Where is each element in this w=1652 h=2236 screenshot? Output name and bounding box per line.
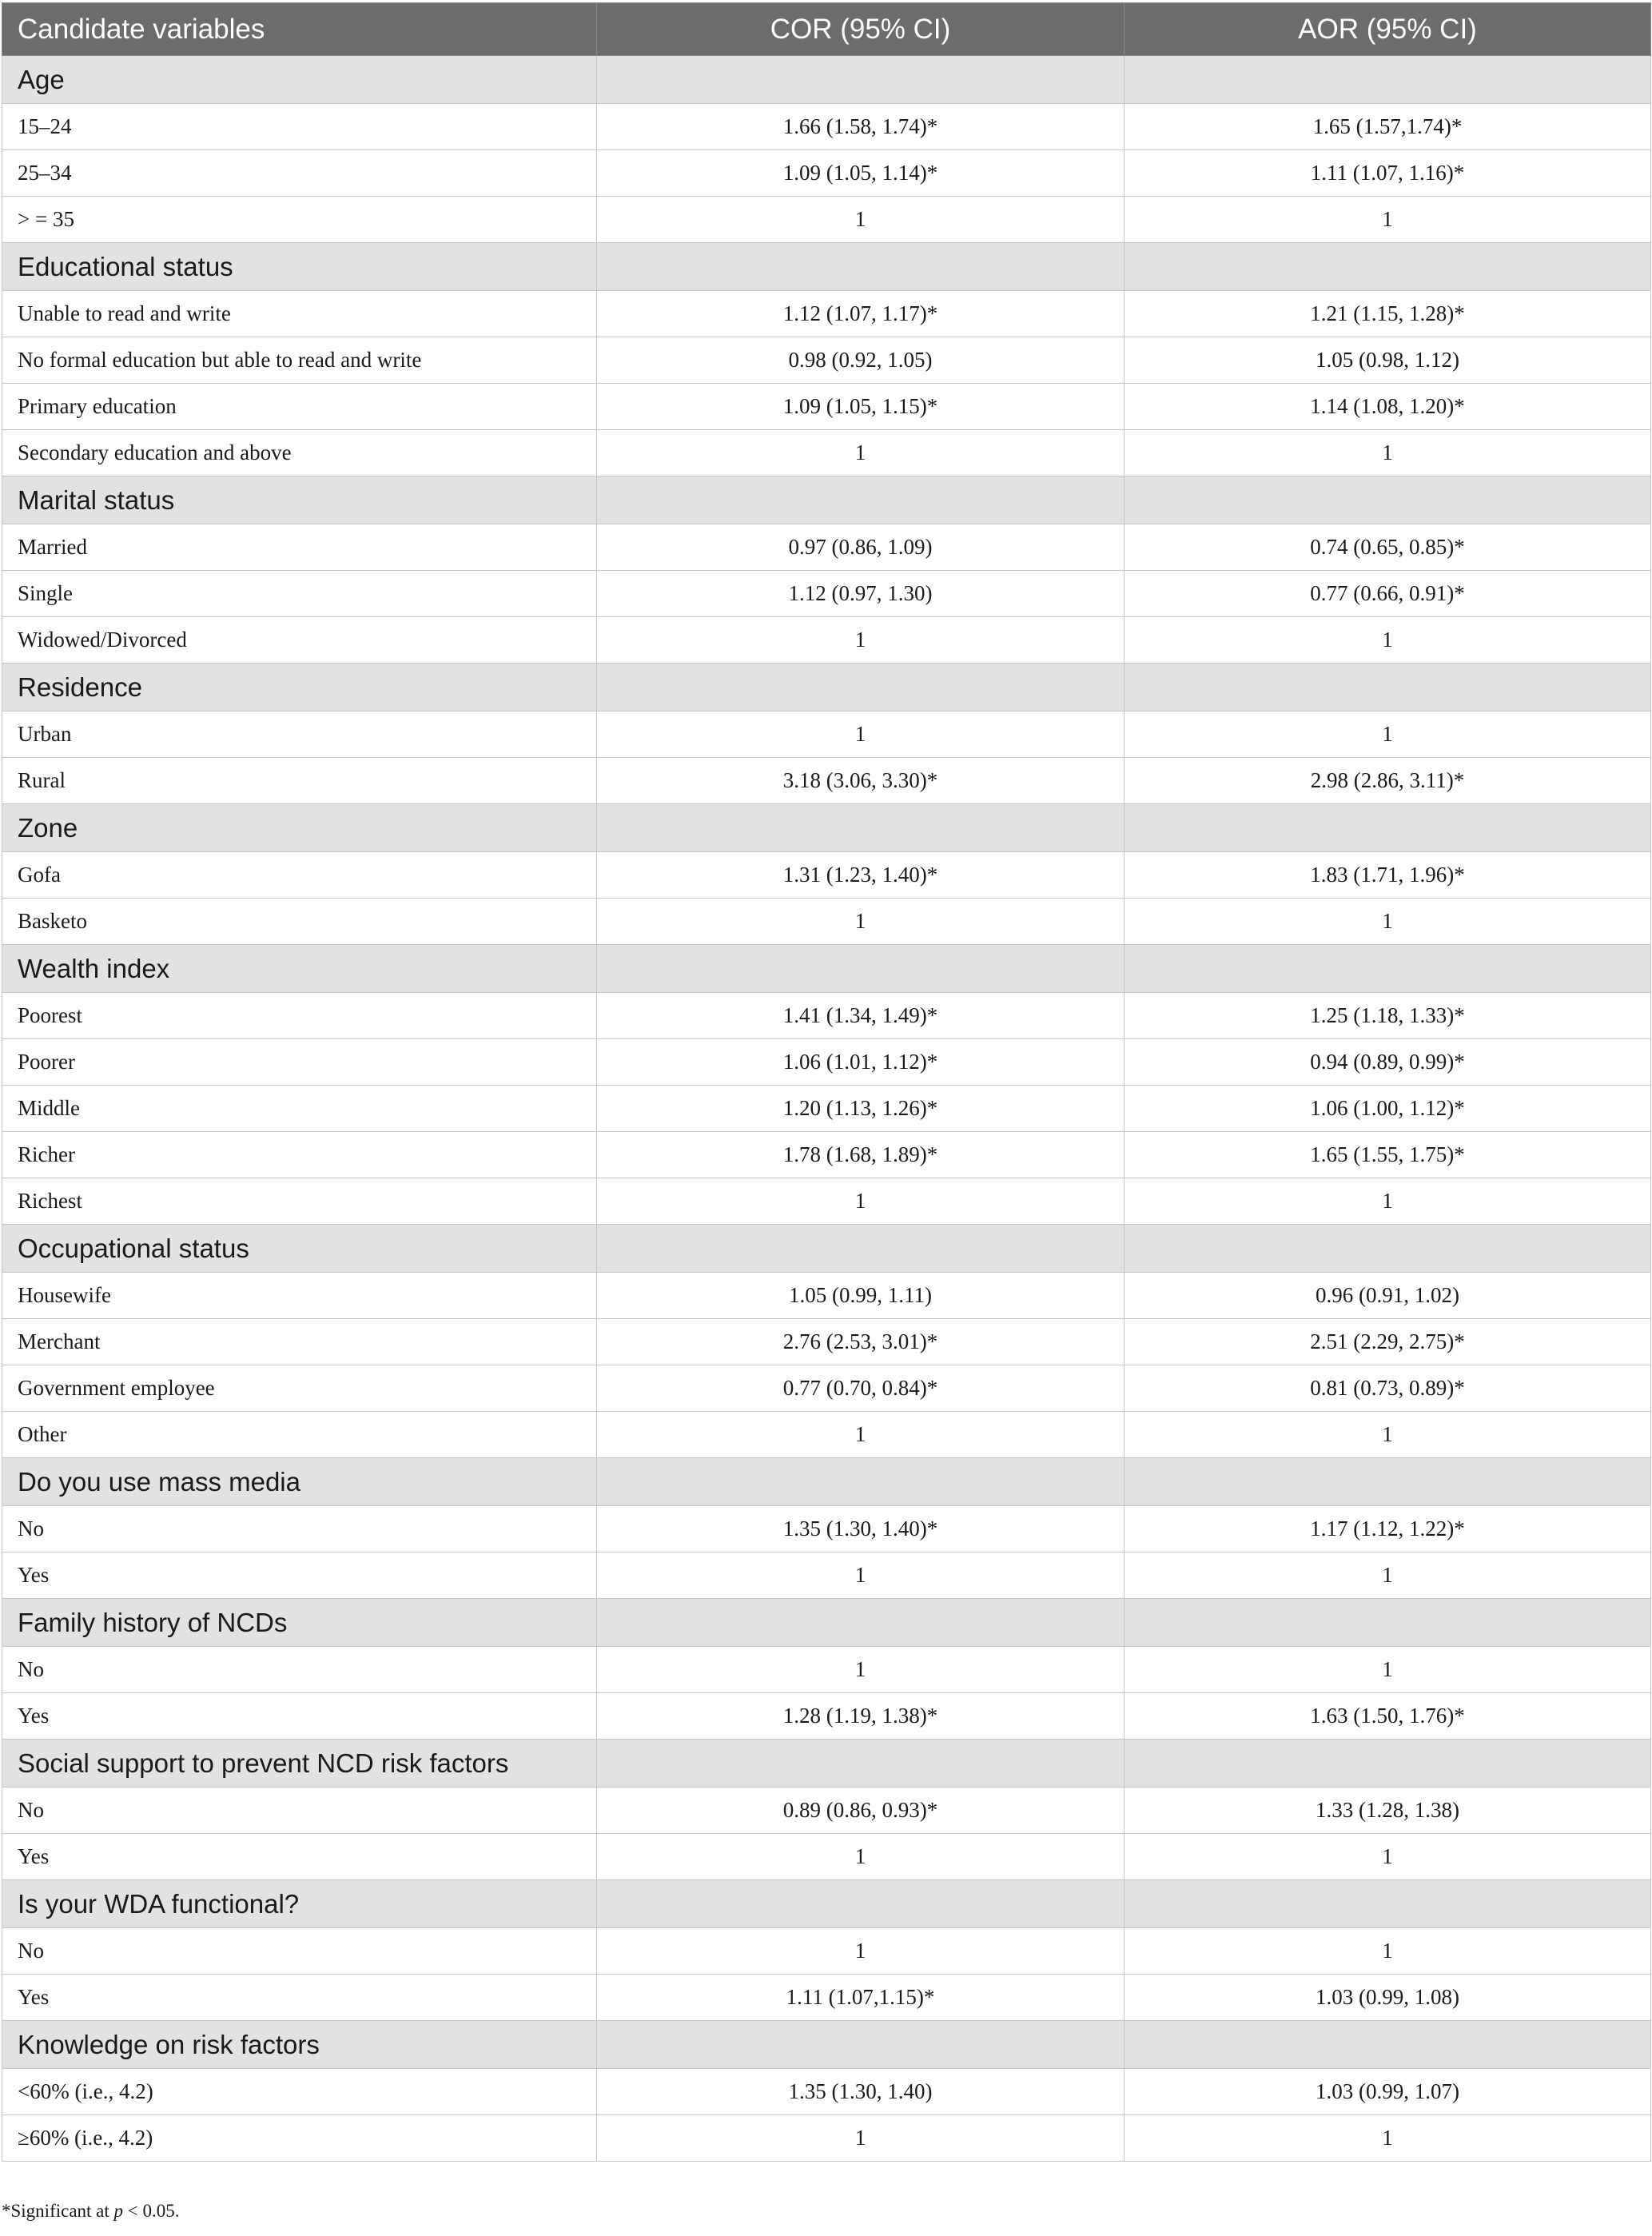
variable-label-cell: Secondary education and above [2,430,597,476]
section-empty-cell [1125,56,1651,104]
table-row [2,1928,1651,1975]
section-empty-cell [597,476,1125,524]
table-body [2,56,1651,2162]
aor-value-cell: 1 [1125,1928,1651,1975]
section-empty-cell [1125,2021,1651,2069]
variable-label-cell: Richest [2,1178,597,1225]
table-row [2,1506,1651,1552]
aor-value-cell: 1.65 (1.55, 1.75)* [1125,1132,1651,1178]
aor-value-cell: 0.74 (0.65, 0.85)* [1125,524,1651,571]
section-empty-cell [597,1458,1125,1506]
table-row [2,1132,1651,1178]
variable-label-cell: Yes [2,1552,597,1599]
aor-value-cell: 1 [1125,2115,1651,2162]
cor-value-cell: 0.89 (0.86, 0.93)* [597,1788,1125,1834]
aor-value-cell: 1.33 (1.28, 1.38) [1125,1788,1651,1834]
variable-label-cell: Rural [2,758,597,804]
aor-value-cell: 0.94 (0.89, 0.99)* [1125,1039,1651,1086]
aor-value-cell: 1 [1125,1834,1651,1880]
table-row [2,1693,1651,1740]
aor-value-cell: 0.77 (0.66, 0.91)* [1125,571,1651,617]
table-row [2,1834,1651,1880]
variable-label-cell: No [2,1506,597,1552]
section-header-row [2,664,1651,711]
variable-label-cell: No [2,1788,597,1834]
cor-value-cell: 1 [597,617,1125,664]
section-title: Family history of NCDs [2,1599,597,1647]
table-row [2,1647,1651,1693]
variable-label-cell: Yes [2,1834,597,1880]
table-row [2,291,1651,337]
cor-value-cell: 1.12 (0.97, 1.30) [597,571,1125,617]
section-empty-cell [597,2021,1125,2069]
table-row [2,571,1651,617]
aor-value-cell: 1 [1125,1552,1651,1599]
table-row [2,1039,1651,1086]
section-empty-cell [1125,945,1651,993]
table-row [2,1412,1651,1458]
cor-value-cell: 1.05 (0.99, 1.11) [597,1273,1125,1319]
cor-value-cell: 1.11 (1.07,1.15)* [597,1975,1125,2021]
aor-value-cell: 1.14 (1.08, 1.20)* [1125,384,1651,430]
section-header-row [2,1599,1651,1647]
aor-value-cell: 2.51 (2.29, 2.75)* [1125,1319,1651,1365]
cor-value-cell: 1.20 (1.13, 1.26)* [597,1086,1125,1132]
table-row [2,711,1651,758]
section-title: Educational status [2,243,597,291]
variable-label-cell: Single [2,571,597,617]
table-row [2,337,1651,384]
aor-value-cell: 1 [1125,197,1651,243]
variable-label-cell: No [2,1647,597,1693]
cor-value-cell: 1.28 (1.19, 1.38)* [597,1693,1125,1740]
aor-value-cell: 1.06 (1.00, 1.12)* [1125,1086,1651,1132]
section-empty-cell [1125,1225,1651,1273]
section-empty-cell [1125,664,1651,711]
footnote-prefix: *Significant at [2,2201,114,2221]
aor-value-cell: 1 [1125,1412,1651,1458]
variable-label-cell: Middle [2,1086,597,1132]
aor-value-cell: 1 [1125,1647,1651,1693]
section-header-row [2,1740,1651,1788]
table-row [2,993,1651,1039]
table-row [2,1788,1651,1834]
variable-label-cell: Married [2,524,597,571]
section-header-row [2,1458,1651,1506]
section-empty-cell [597,1740,1125,1788]
cor-value-cell: 1 [597,2115,1125,2162]
section-title: Zone [2,804,597,852]
table-row [2,1086,1651,1132]
cor-value-cell: 3.18 (3.06, 3.30)* [597,758,1125,804]
aor-value-cell: 0.96 (0.91, 1.02) [1125,1273,1651,1319]
aor-value-cell: 1.65 (1.57,1.74)* [1125,104,1651,150]
cor-value-cell: 1 [597,1412,1125,1458]
aor-value-cell: 2.98 (2.86, 3.11)* [1125,758,1651,804]
aor-value-cell: 1.05 (0.98, 1.12) [1125,337,1651,384]
table-row [2,1178,1651,1225]
variable-label-cell: Poorest [2,993,597,1039]
variable-label-cell: Housewife [2,1273,597,1319]
variable-label-cell: Urban [2,711,597,758]
aor-value-cell: 0.81 (0.73, 0.89)* [1125,1365,1651,1412]
section-empty-cell [597,804,1125,852]
table-row [2,899,1651,945]
cor-value-cell: 1.41 (1.34, 1.49)* [597,993,1125,1039]
section-title: Is your WDA functional? [2,1880,597,1928]
section-header-row [2,56,1651,104]
section-title: Knowledge on risk factors [2,2021,597,2069]
aor-value-cell: 1.63 (1.50, 1.76)* [1125,1693,1651,1740]
section-title: Age [2,56,597,104]
section-header-row [2,476,1651,524]
section-empty-cell [1125,243,1651,291]
aor-value-cell: 1.03 (0.99, 1.08) [1125,1975,1651,2021]
table-row [2,617,1651,664]
cor-value-cell: 1 [597,1834,1125,1880]
variable-label-cell: Widowed/Divorced [2,617,597,664]
aor-value-cell: 1.25 (1.18, 1.33)* [1125,993,1651,1039]
regression-results-table [2,2,1651,2162]
aor-value-cell: 1 [1125,711,1651,758]
cor-value-cell: 2.76 (2.53, 3.01)* [597,1319,1125,1365]
cor-value-cell: 1.09 (1.05, 1.15)* [597,384,1125,430]
variable-label-cell: Poorer [2,1039,597,1086]
cor-value-cell: 1.35 (1.30, 1.40) [597,2069,1125,2115]
section-title: Do you use mass media [2,1458,597,1506]
variable-label-cell: Government employee [2,1365,597,1412]
header-cor: COR (95% CI) [597,3,1125,56]
aor-value-cell: 1.11 (1.07, 1.16)* [1125,150,1651,197]
section-header-row [2,1225,1651,1273]
header-candidate-variables: Candidate variables [2,3,597,56]
table-row [2,150,1651,197]
table-row [2,1552,1651,1599]
section-header-row [2,945,1651,993]
section-empty-cell [597,945,1125,993]
section-empty-cell [597,243,1125,291]
table-row [2,1365,1651,1412]
variable-label-cell: 25–34 [2,150,597,197]
results-table-container [2,2,1650,2162]
cor-value-cell: 1.12 (1.07, 1.17)* [597,291,1125,337]
section-header-row [2,1880,1651,1928]
section-title: Occupational status [2,1225,597,1273]
aor-value-cell: 1.03 (0.99, 1.07) [1125,2069,1651,2115]
aor-value-cell: 1 [1125,430,1651,476]
variable-label-cell: 15–24 [2,104,597,150]
table-row [2,524,1651,571]
section-title: Residence [2,664,597,711]
section-empty-cell [1125,1880,1651,1928]
cor-value-cell: 1 [597,711,1125,758]
cor-value-cell: 1.09 (1.05, 1.14)* [597,150,1125,197]
aor-value-cell: 1 [1125,617,1651,664]
cor-value-cell: 1 [597,899,1125,945]
variable-label-cell: Merchant [2,1319,597,1365]
table-row [2,104,1651,150]
table-row [2,2115,1651,2162]
aor-value-cell: 1.17 (1.12, 1.22)* [1125,1506,1651,1552]
aor-value-cell: 1.83 (1.71, 1.96)* [1125,852,1651,899]
cor-value-cell: 1 [597,1552,1125,1599]
table-footnote [2,2201,180,2222]
table-row [2,1319,1651,1365]
variable-label-cell: Richer [2,1132,597,1178]
cor-value-cell: 1 [597,1928,1125,1975]
cor-value-cell: 1.06 (1.01, 1.12)* [597,1039,1125,1086]
aor-value-cell: 1 [1125,1178,1651,1225]
variable-label-cell: Yes [2,1975,597,2021]
aor-value-cell: 1.21 (1.15, 1.28)* [1125,291,1651,337]
cor-value-cell: 1 [597,197,1125,243]
section-empty-cell [1125,1599,1651,1647]
cor-value-cell: 1 [597,1178,1125,1225]
variable-label-cell: Yes [2,1693,597,1740]
section-empty-cell [1125,1740,1651,1788]
cor-value-cell: 0.98 (0.92, 1.05) [597,337,1125,384]
section-title: Wealth index [2,945,597,993]
section-header-row [2,2021,1651,2069]
variable-label-cell: Other [2,1412,597,1458]
table-row [2,384,1651,430]
section-empty-cell [1125,804,1651,852]
section-empty-cell [597,1880,1125,1928]
variable-label-cell: No formal education but able to read and write [2,337,597,384]
header-aor: AOR (95% CI) [1125,3,1651,56]
table-row [2,1273,1651,1319]
section-empty-cell [597,1599,1125,1647]
variable-label-cell: ≥60% (i.e., 4.2) [2,2115,597,2162]
variable-label-cell: <60% (i.e., 4.2) [2,2069,597,2115]
variable-label-cell: > = 35 [2,197,597,243]
section-header-row [2,804,1651,852]
cor-value-cell: 0.97 (0.86, 1.09) [597,524,1125,571]
cor-value-cell: 1 [597,430,1125,476]
variable-label-cell: No [2,1928,597,1975]
variable-label-cell: Basketo [2,899,597,945]
section-header-row [2,243,1651,291]
section-empty-cell [1125,1458,1651,1506]
table-row [2,852,1651,899]
variable-label-cell: Gofa [2,852,597,899]
table-row [2,1975,1651,2021]
variable-label-cell: Primary education [2,384,597,430]
table-row [2,430,1651,476]
cor-value-cell: 1.31 (1.23, 1.40)* [597,852,1125,899]
section-title: Social support to prevent NCD risk factors [2,1740,597,1788]
variable-label-cell: Unable to read and write [2,291,597,337]
table-row [2,197,1651,243]
section-empty-cell [597,664,1125,711]
footnote-p-symbol: p [113,2201,124,2221]
table-row [2,758,1651,804]
table-header-row [2,3,1651,56]
section-empty-cell [597,1225,1125,1273]
aor-value-cell: 1 [1125,899,1651,945]
section-empty-cell [1125,476,1651,524]
table-row [2,2069,1651,2115]
cor-value-cell: 0.77 (0.70, 0.84)* [597,1365,1125,1412]
cor-value-cell: 1.78 (1.68, 1.89)* [597,1132,1125,1178]
footnote-suffix: < 0.05. [123,2201,180,2221]
cor-value-cell: 1.66 (1.58, 1.74)* [597,104,1125,150]
cor-value-cell: 1.35 (1.30, 1.40)* [597,1506,1125,1552]
section-empty-cell [597,56,1125,104]
cor-value-cell: 1 [597,1647,1125,1693]
section-title: Marital status [2,476,597,524]
